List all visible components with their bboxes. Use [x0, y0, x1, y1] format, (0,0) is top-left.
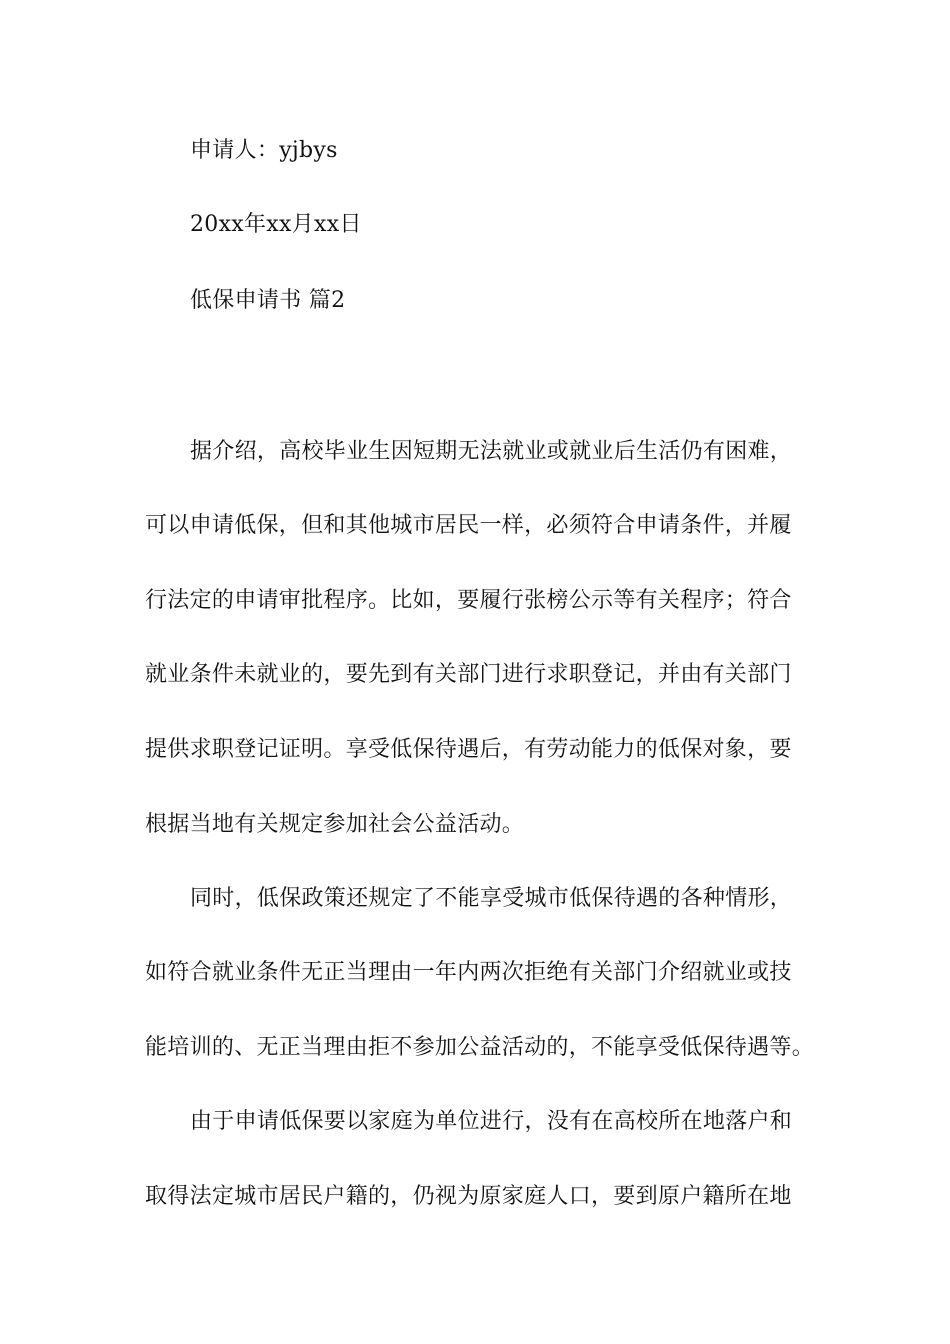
paragraph-line: 由于申请低保要以家庭为单位进行，没有在高校所在地落户和: [190, 1109, 793, 1134]
paragraph-line: 行法定的申请审批程序。比如，要履行张榜公示等有关程序；符合: [145, 588, 792, 613]
paragraph-line: 就业条件未就业的，要先到有关部门进行求职登记，并由有关部门: [145, 662, 792, 687]
paragraph-line: 如符合就业条件无正当理由一年内两次拒绝有关部门介绍就业或技: [145, 960, 792, 985]
paragraph-line: 能培训的、无正当理由拒不参加公益活动的，不能享受低保待遇等。: [145, 1035, 815, 1060]
paragraph-line: 提供求职登记证明。享受低保待遇后，有劳动能力的低保对象，要: [145, 737, 792, 762]
applicant-line: 申请人：yjbys: [190, 138, 338, 163]
paragraph-line: 取得法定城市居民户籍的，仍视为原家庭人口，要到原户籍所在地: [145, 1184, 792, 1209]
section-title: 低保申请书 篇2: [190, 288, 346, 313]
paragraph-line: 同时，低保政策还规定了不能享受城市低保待遇的各种情形，: [190, 886, 793, 911]
paragraph-line: 据介绍，高校毕业生因短期无法就业或就业后生活仍有困难，: [190, 439, 793, 464]
paragraph-line: 可以申请低保，但和其他城市居民一样，必须符合申请条件，并履: [145, 513, 792, 538]
paragraph-line: 根据当地有关规定参加社会公益活动。: [145, 812, 525, 837]
date-line: 20xx年xx月xx日: [190, 212, 362, 237]
